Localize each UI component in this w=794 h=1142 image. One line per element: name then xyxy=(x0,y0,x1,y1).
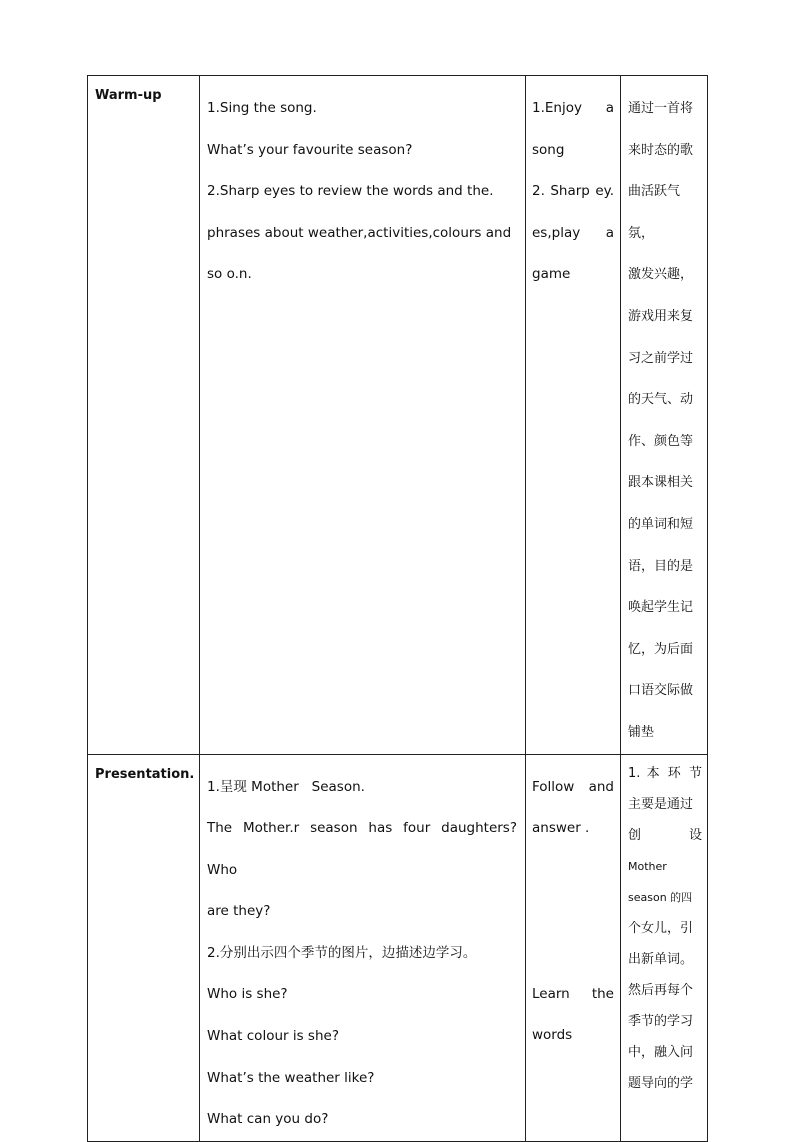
table-row xyxy=(88,76,708,755)
student-line: Follow and xyxy=(532,778,614,795)
student-line: song xyxy=(532,141,565,158)
student-line: answer . xyxy=(532,820,590,837)
purpose-cell xyxy=(621,754,708,1141)
teacher-line: 2.分别出示四个季节的图片，边描述边学习。 xyxy=(207,944,477,961)
spacer xyxy=(532,850,614,974)
purpose-line: 的天气、动 xyxy=(628,392,694,408)
student-line: es,play a xyxy=(532,224,614,241)
teacher-line: Who is she? xyxy=(207,986,288,1003)
teacher-line: 1.呈现 Mother Season. xyxy=(207,778,365,795)
stage-label: Presentation. xyxy=(95,766,195,782)
table-row xyxy=(88,754,708,1141)
purpose-line: 铺垫 xyxy=(628,724,655,740)
stage-label: Warm-up xyxy=(95,88,162,103)
student-line: game xyxy=(532,266,571,283)
purpose-line: season 的四 xyxy=(628,890,693,904)
student-line: Learn the xyxy=(532,985,614,1002)
teacher-line: phrases about weather,activities,colours and xyxy=(207,224,512,241)
student-line: 1.Enjoy a xyxy=(532,100,614,116)
purpose-line: 唤起学生记 xyxy=(628,600,694,616)
lesson-plan-table xyxy=(87,75,708,1142)
purpose-line: 习之前学过 xyxy=(628,350,694,366)
teacher-line: are they? xyxy=(207,903,271,920)
teacher-activity-cell xyxy=(200,754,526,1141)
stage-cell xyxy=(88,754,200,1141)
teacher-activity-cell xyxy=(200,76,526,755)
teacher-line: What’s your favourite season? xyxy=(207,141,413,158)
purpose-line: 作、颜色等 xyxy=(628,433,694,449)
purpose-line: 个女儿，引 xyxy=(628,920,694,936)
purpose-line: 主要是通过 xyxy=(628,796,694,812)
purpose-line: 季节的学习 xyxy=(628,1013,694,1029)
purpose-line: 然后再每个 xyxy=(628,982,694,998)
purpose-line: 跟本课相关 xyxy=(628,475,694,491)
teacher-line: What can you do? xyxy=(207,1111,329,1128)
purpose-line: 口语交际做 xyxy=(628,683,694,699)
student-activity-cell xyxy=(526,76,621,755)
purpose-line: 忆，为后面 xyxy=(628,641,694,657)
purpose-line: 通过一首将 xyxy=(628,101,694,116)
student-line: 2. Sharp ey. xyxy=(532,183,614,200)
teacher-line: so o.n. xyxy=(207,266,252,283)
purpose-line: 激发兴趣， xyxy=(628,267,694,283)
purpose-cell xyxy=(621,76,708,755)
purpose-line: 中，融入问 xyxy=(628,1044,694,1060)
teacher-line: The Mother.r season has four daughters? Who xyxy=(207,820,517,878)
student-line: words xyxy=(532,1027,573,1044)
stage-cell xyxy=(88,76,200,755)
purpose-line: 来时态的歌 xyxy=(628,142,694,158)
teacher-line: 1.Sing the song. xyxy=(207,100,317,116)
teacher-line: What colour is she? xyxy=(207,1028,339,1045)
purpose-line: Mother xyxy=(628,859,667,873)
purpose-line: 1. 本 环 节 xyxy=(628,765,702,781)
purpose-line: 出新单词。 xyxy=(628,951,694,967)
student-activity-cell xyxy=(526,754,621,1141)
purpose-line: 曲活跃气氛， xyxy=(628,184,681,241)
purpose-line: 的单词和短 xyxy=(628,516,694,532)
purpose-line: 创 设 xyxy=(628,827,702,843)
teacher-line: 2.Sharp eyes to review the words and the. xyxy=(207,183,494,200)
purpose-line: 题导向的学 xyxy=(628,1075,694,1091)
teacher-line: What’s the weather like? xyxy=(207,1069,375,1086)
purpose-line: 语，目的是 xyxy=(628,558,694,574)
purpose-line: 游戏用来复 xyxy=(628,308,694,324)
